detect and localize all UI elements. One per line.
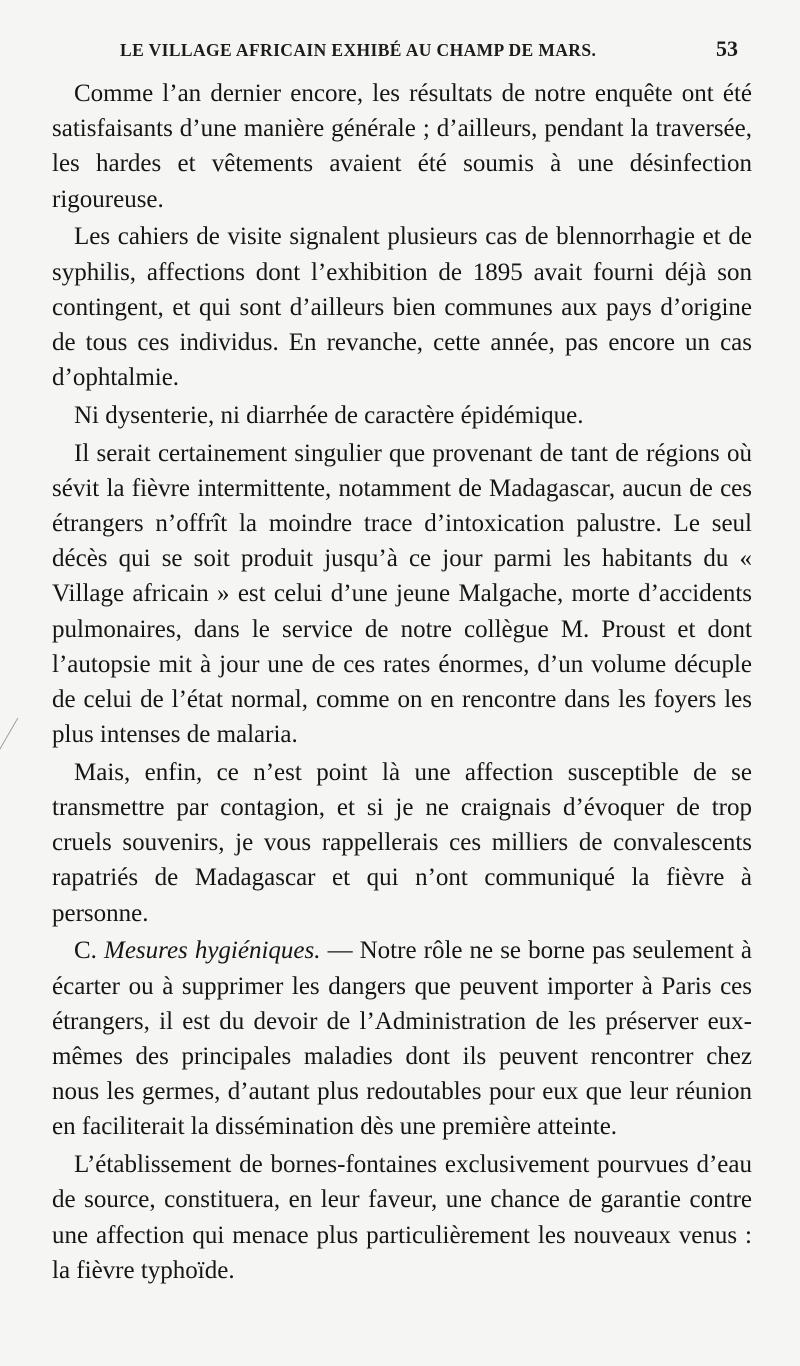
paragraph-section-c (52, 933, 752, 1144)
margin-pencil-mark (0, 718, 28, 778)
body-text (52, 76, 752, 1288)
paragraph: L’établissement de bornes-fontaines exclusivement pourvues d’eau de source, constituera, en leur faveur, une chance de garantie contre une affection qui menace plus particulièrement les nouveaux venus : la fièvre typhoïde. (52, 1151, 752, 1284)
paragraph: Les cahiers de visite signalent plusieurs cas de blennorrhagie et de syphilis, affections dont l’exhibition de 1895 avait fourni déjà son contingent, et qui sont d’ailleurs bien communes aux pays d’origine de tous ces individus. En revanche, cette année, pas encore un cas d’ophtalmie. (52, 223, 752, 392)
section-heading: Mesures hygiéniques. (104, 937, 321, 965)
paragraph: Il serait certainement singulier que provenant de tant de régions où sévit la fièvre intermittente, notamment de Madagascar, aucun de ces étrangers n’offrît la moindre trace d’intoxication palustre. Le seul décès qui se soit produit jusqu’à ce jour parmi les habitants du « Village africain » est celui d’une jeune Malgache, morte d’accidents pulmonaires, dans le service de notre collègue M. Proust et dont l’autopsie mit à jour une de ces rates énormes, d’un volume décuple de celui de l’état normal, comme on en rencontre dans les foyers les plus intenses de malaria. (52, 439, 752, 749)
page-number: 53 (716, 36, 738, 61)
paragraph: Ni dysenterie, ni diarrhée de caractère épidémique. (74, 401, 584, 429)
section-label: C. (74, 937, 104, 965)
page-header (120, 36, 738, 66)
paragraph: Comme l’an dernier encore, les résultats de notre enquête ont été satisfaisants d’une manière générale ; d’ailleurs, pendant la traversée, les hardes et vêtements avaient été soumis à une désinfection rigoureuse. (52, 80, 752, 213)
paragraph: Mais, enfin, ce n’est point là une affection susceptible de se transmettre par contagion, et si je ne craignais d’évoquer de trop cruels souvenirs, je vous rappellerais ces milliers de convalescents rapatriés de Madagascar et qui n’ont communiqué la fièvre à personne. (52, 758, 752, 927)
section-text: — Notre rôle ne se borne pas seulement à écarter ou à supprimer les dangers que peuvent importer à Paris ces étrangers, il est du devoir de l’Administration de les préserver eux-mêmes des principales maladies dont ils peuvent rencontrer chez nous les germes, d’autant plus redoutables pour eux que leur réunion en faciliterait la dissémination dès une première atteinte. (52, 937, 752, 1141)
running-title: LE VILLAGE AFRICAIN EXHIBÉ AU CHAMP DE MARS. (120, 40, 597, 60)
